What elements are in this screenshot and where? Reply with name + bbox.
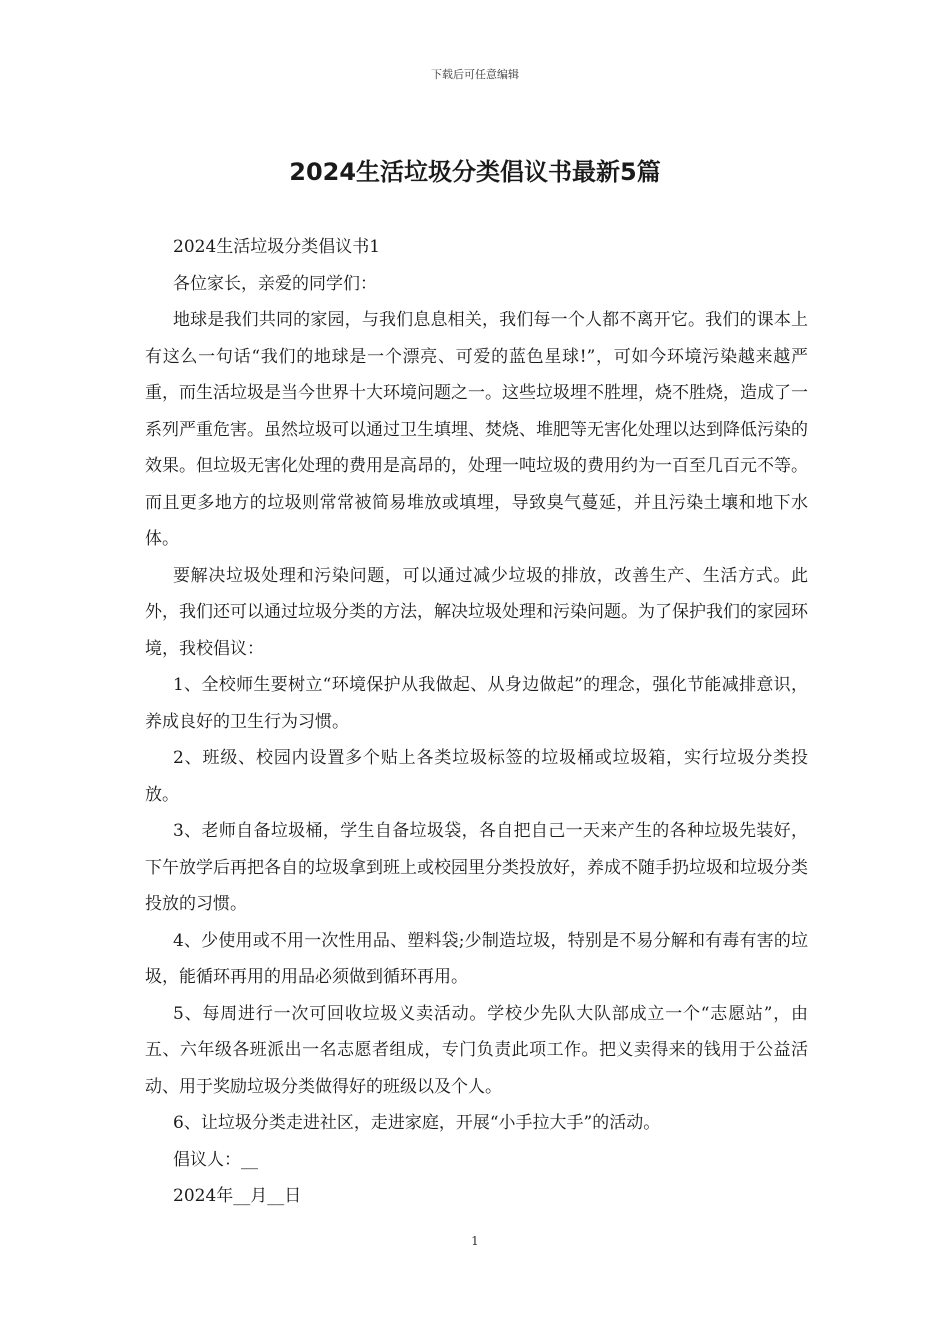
paragraph-proposal: 要解决垃圾处理和污染问题，可以通过减少垃圾的排放，改善生产、生活方式。此外，我们还可以通过垃圾分类的方法，解决垃圾处理和污染问题。为了保护我们的家园环境，我校倡议： (145, 565, 808, 659)
salutation: 各位家长，亲爱的同学们： (173, 273, 377, 294)
proposal-item-4: 4、少使用或不用一次性用品、塑料袋;少制造垃圾，特别是不易分解和有毒有害的垃圾，能循环再用的用品必须做到循环再用。 (145, 930, 808, 987)
signature-line: 倡议人：__ (173, 1149, 258, 1170)
page-number: 1 (471, 1234, 479, 1248)
header-note: 下载后可任意编辑 (431, 68, 519, 81)
date-line: 2024年__月__日 (173, 1186, 302, 1206)
proposal-item-6: 6、让垃圾分类走进社区，走进家庭，开展“小手拉大手”的活动。 (173, 1113, 661, 1133)
document-title: 2024生活垃圾分类倡议书最新5篇 (289, 158, 661, 186)
proposal-item-1: 1、全校师生要树立“环境保护从我做起、从身边做起”的理念，强化节能减排意识，养成良好的卫生行为习惯。 (145, 675, 808, 732)
paragraph-intro: 地球是我们共同的家园，与我们息息相关，我们每一个人都不离开它。我们的课本上有这么一句话“我们的地球是一个漂亮、可爱的蓝色星球!”，可如今环境污染越来越严重，而生活垃圾是当今世界十大环境问题之一。这些垃圾埋不胜埋，烧不胜烧，造成了一系列严重危害。虽然垃圾可以通过卫生填埋、焚烧、堆肥等无害化处理以达到降低污染的效果。但垃圾无害化处理的费用是高昂的，处理一吨垃圾的费用约为一百至几百元不等。而且更多地方的垃圾则常常被简易堆放或填埋，导致臭气蔓延，并且污染土壤和地下水体。 (145, 310, 808, 549)
proposal-item-2: 2、班级、校园内设置多个贴上各类垃圾标签的垃圾桶或垃圾箱，实行垃圾分类投放。 (145, 748, 808, 805)
proposal-item-5: 5、每周进行一次可回收垃圾义卖活动。学校少先队大队部成立一个“志愿站”，由五、六年级各班派出一名志愿者组成，专门负责此项工作。把义卖得来的钱用于公益活动、用于奖励垃圾分类做得好的班级以及个人。 (145, 1003, 808, 1097)
section-heading: 2024生活垃圾分类倡议书1 (173, 237, 381, 257)
proposal-item-3: 3、老师自备垃圾桶，学生自备垃圾袋，各自把自己一天来产生的各种垃圾先装好，下午放学后再把各自的垃圾拿到班上或校园里分类投放好，养成不随手扔垃圾和垃圾分类投放的习惯。 (145, 821, 808, 914)
document-body (145, 229, 808, 1215)
